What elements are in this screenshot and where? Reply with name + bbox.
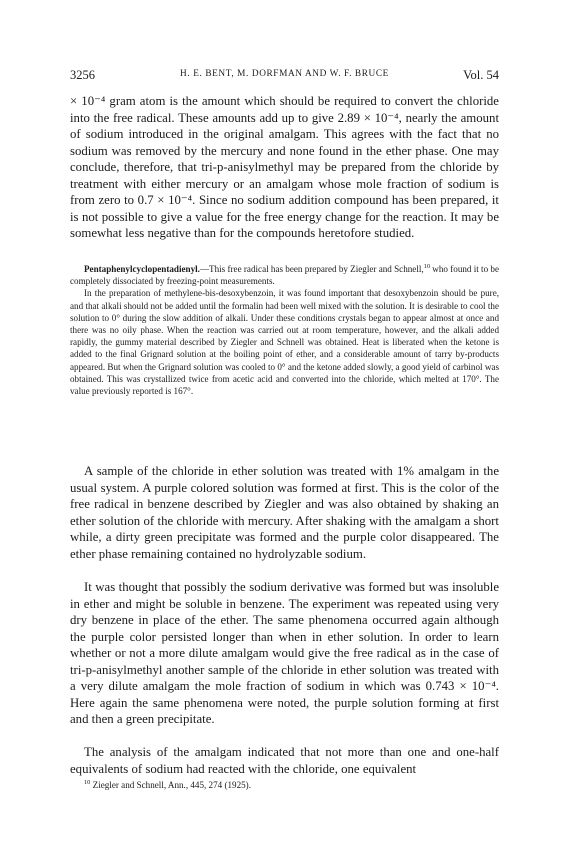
paragraph-4-text: The analysis of the amalgam indicated that not more than one and one-half equivalents of sodium had reacted with the chloride, one equivalent: [70, 745, 499, 776]
paragraph-4: [70, 744, 499, 777]
running-header: [70, 68, 499, 86]
volume-label: Vol. 54: [463, 68, 499, 82]
paragraph-2-text: A sample of the chloride in ether solution was treated with 1% amalgam in the usual system. A purple colored solution was formed at first. This is the color of the free radical in benzene described by Ziegler and was also obtained by shaking an ether solution of the chloride with mercury. After shaking with the amalgam a short while, a dirty green precipitate was formed and the purple color disappeared. The ether phase remaining contained no hydrolyzable sodium.: [70, 464, 499, 561]
section-intro: [70, 263, 499, 287]
footnote-text: [70, 779, 499, 791]
section-heading: Pentaphenylcyclopentadienyl.: [84, 264, 200, 274]
page-number: 3256: [70, 68, 95, 82]
running-authors: H. E. BENT, M. DORFMAN AND W. F. BRUCE: [180, 69, 389, 79]
section-intro-b: who found it to be completely dissociated by freezing-point measurements.: [70, 264, 499, 287]
section-intro-a: —This free radical has been prepared by Ziegler and Schnell,: [199, 264, 424, 274]
pentaphenyl-section: [70, 263, 499, 397]
preparation-paragraph: In the preparation of methylene-bis-desoxybenzoin, it was found important that desoxybenzoin should be pure, and that alkali should not be added until the formalin had been well mixed with the solution. It is desirable to cool the solution to 0° during the slow addition of alkali. Under these conditions crystals began to appear almost at once and there was no oily phase. When the reaction was carried out at room temperature, however, and the alkali added rapidly, the gummy material described by Ziegler and Schnell was obtained. Heat is liberated when the ketone is added to the final Grignard solution at the boiling point of ether, and a considerable amount of tarry by-products appeared. But when the Grignard solution was cooled to 0° and the ketone added slowly, a good yield of carbinol was obtained. This was crystallized twice from acetic acid and converted into the chloride, which melted at 170°. The value previously reported is 167°.: [70, 288, 499, 397]
footnote-number: 10: [84, 778, 91, 786]
footnote-ref: 10: [423, 262, 431, 270]
footnote: [70, 779, 499, 791]
paragraph-2: [70, 463, 499, 562]
paragraph-3-text: It was thought that possibly the sodium derivative was formed but was insoluble in ether and might be soluble in benzene. The experiment was repeated using very dry benzene in place of the ether. The same phenomena occurred again although the purple color persisted longer than when in ether solution. In order to learn whether or not a more dilute amalgam would give the free radical as in the case of tri-p-anisylmethyl another sample of the chloride in ether solution was treated with a very dilute amalgam the mole fraction of sodium in which was 0.743 × 10⁻⁴. Here again the same phenomena were noted, the purple solution forming at first and then a green precipitate.: [70, 580, 499, 726]
footnote-citation: Ziegler and Schnell, Ann., 445, 274 (1925).: [90, 780, 251, 790]
paragraph-1-text: × 10⁻⁴ gram atom is the amount which should be required to convert the chloride into the free radical. These amounts add up to give 2.89 × 10⁻⁴, nearly the amount of sodium introduced in the original amalgam. This agrees with the fact that no sodium was removed by the mercury and none found in the ether phase. One may conclude, therefore, that tri-p-anisylmethyl may be prepared from the chloride by treatment with either mercury or an amalgam whose mole fraction of sodium is from zero to 0.7 × 10⁻⁴. Since no sodium addition compound has been prepared, it is not possible to give a value for the free energy change for the reaction. It may be somewhat less negative than for the compounds heretofore studied.: [70, 94, 499, 240]
paragraph-1: [70, 93, 499, 242]
paragraph-3: [70, 579, 499, 728]
